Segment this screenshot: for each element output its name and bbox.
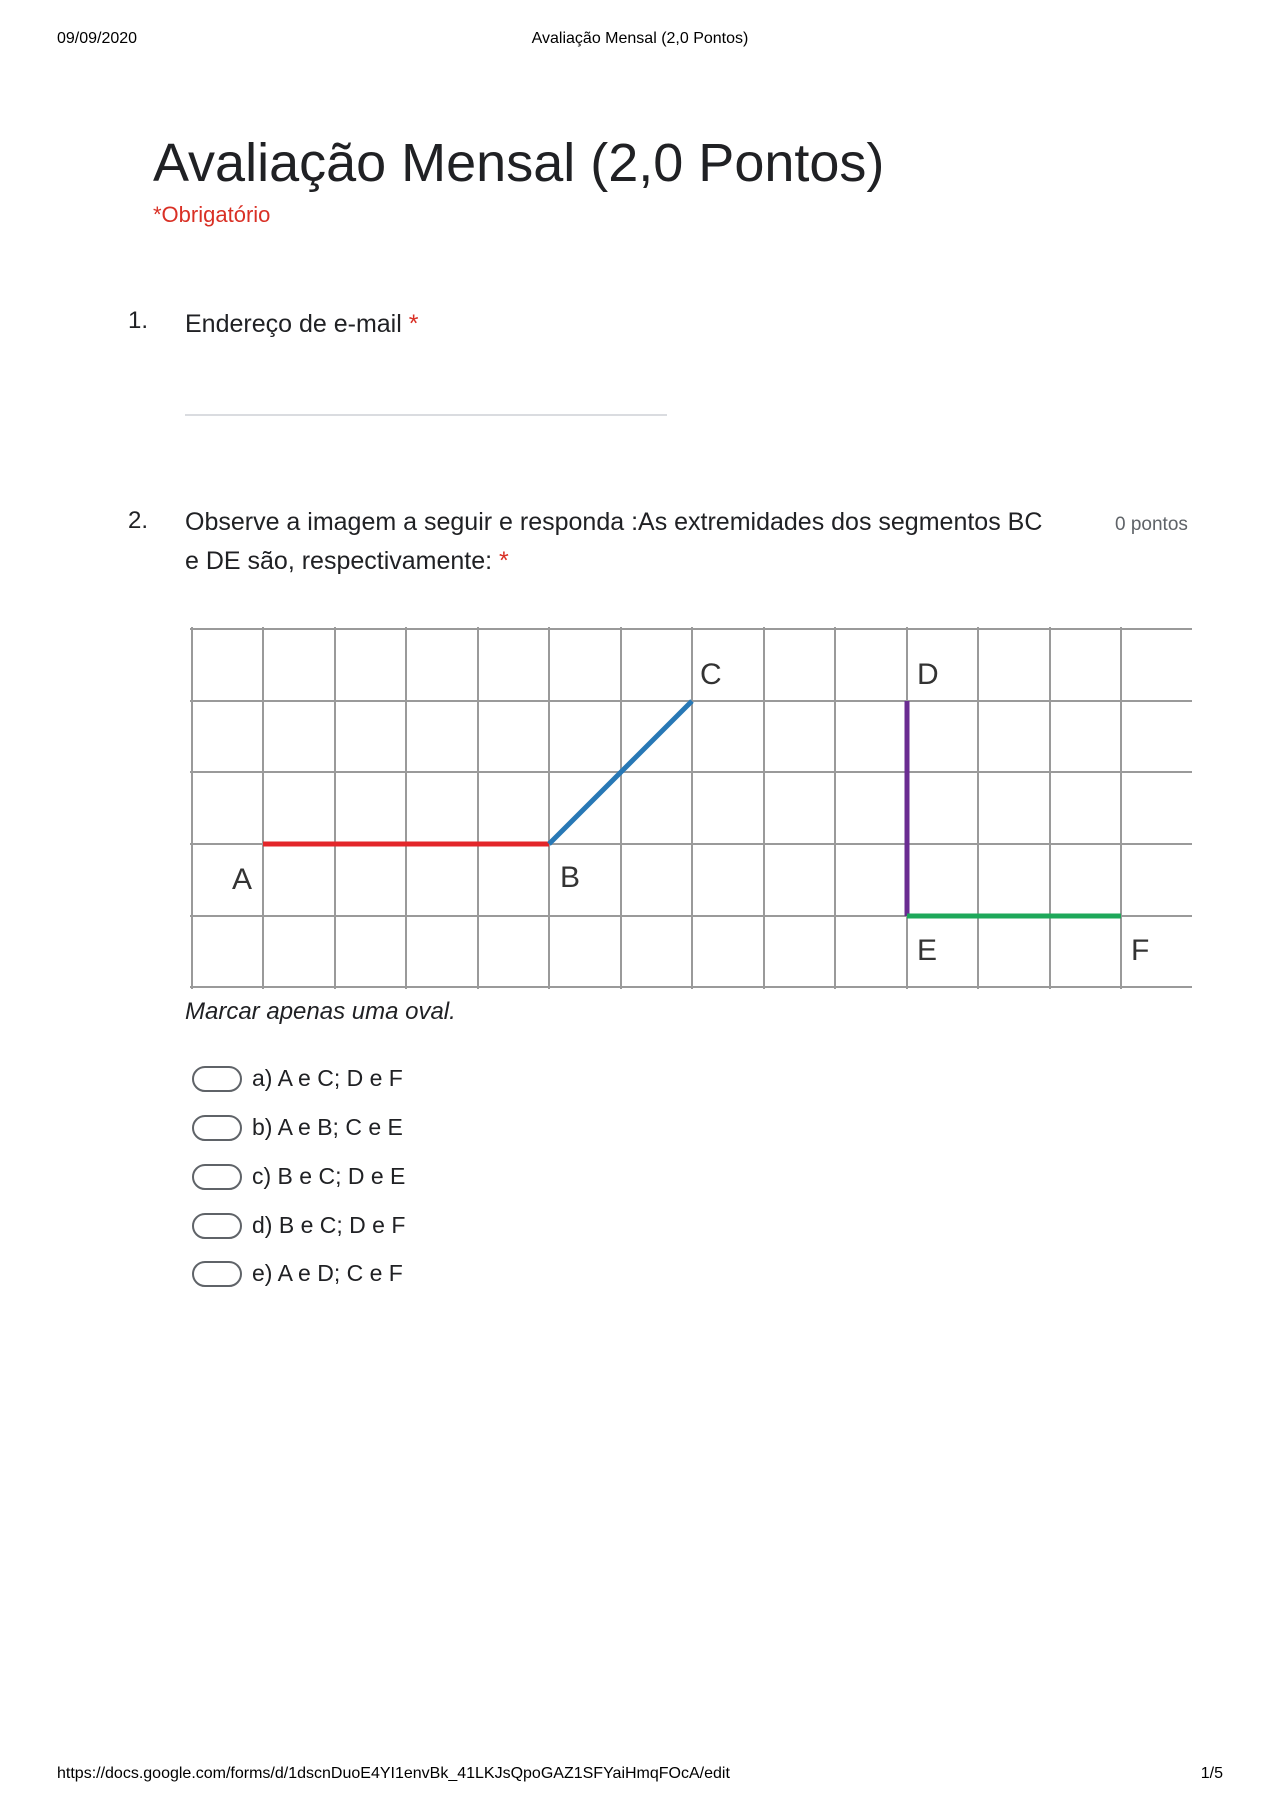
grid-lines [190,627,1192,989]
email-input[interactable] [185,414,667,416]
option-label: e) A e D; C e F [252,1260,403,1286]
radio-oval[interactable] [192,1261,242,1287]
radio-oval[interactable] [192,1066,242,1092]
print-header [57,30,1223,54]
option-label: a) A e C; D e F [252,1065,403,1091]
question-2-number: 2. [128,507,149,534]
question-2-text [185,503,1042,581]
point-label-c: C [700,658,722,691]
print-date: 09/09/2020 [57,30,138,47]
segments-grid-figure [190,627,1192,989]
question-2-line-2: e DE são, respectivamente: [185,547,493,575]
question-1-required-star: * [408,310,419,338]
question-2-required-star: * [499,547,509,575]
question-2-instruction: Marcar apenas uma oval. [185,998,456,1025]
question-1-number: 1. [128,307,149,334]
print-footer [57,1765,1223,1789]
point-label-e: E [917,934,938,967]
question-1-label: Endereço de e-mail [185,310,402,338]
point-label-d: D [917,658,939,691]
question-2-line-1: Observe a imagem a seguir e responda :As extremidades dos segmentos BC [185,508,1043,536]
radio-oval[interactable] [192,1213,242,1239]
print-url: https://docs.google.com/forms/d/1dscnDuoE4YI1envBk_41LKJsQpoGAZ1SFYaiHmqFOcA/edit [57,1765,730,1782]
option-label: d) B e C; D e F [252,1212,406,1238]
point-label-f: F [1131,934,1150,967]
radio-oval[interactable] [192,1164,242,1190]
radio-oval[interactable] [192,1115,242,1141]
point-label-a: A [232,863,253,896]
page-number: 1/5 [1200,1765,1223,1782]
question-2-points: 0 pontos [1115,514,1188,535]
option-label: b) A e B; C e E [252,1114,403,1140]
question-1-text [185,305,418,344]
form-title: Avaliação Mensal (2,0 Pontos) [153,133,885,193]
option-label: c) B e C; D e E [252,1163,406,1189]
point-label-b: B [560,861,581,894]
required-note: *Obrigatório [153,202,271,227]
print-document-title: Avaliação Mensal (2,0 Pontos) [531,30,749,47]
